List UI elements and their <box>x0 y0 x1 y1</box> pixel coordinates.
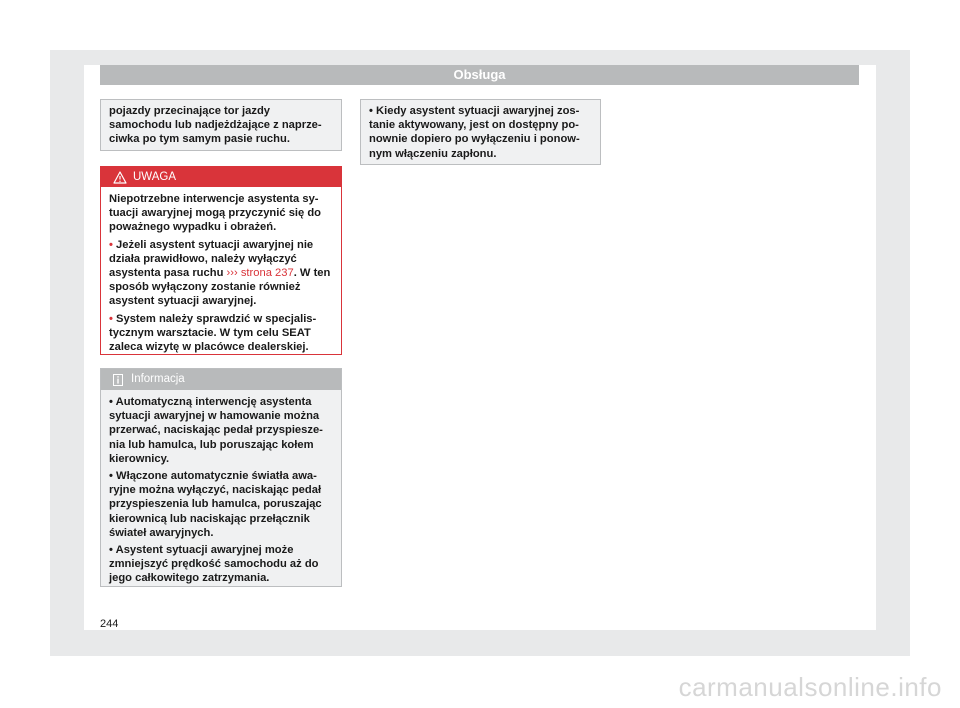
continued-text: pojazdy przecinające tor jazdy samochodu lub nadjeżdżające z naprze-ciwka po tym samym pasie ruchu. <box>109 105 322 146</box>
info-item-text: Asystent sytuacji awaryjnej może zmniejszyć prędkość samochodu aż do jego całkowitego zatrzymania. <box>109 544 319 585</box>
info-item-3 <box>109 543 333 586</box>
warning-intro: Niepotrzebne interwencje asystenta sy-tuacji awaryjnej mogą przyczynić się do poważnego wypadku i obrażeń. <box>109 193 322 234</box>
page-number: 244 <box>100 618 119 630</box>
right-item <box>369 104 592 161</box>
bullet-icon: • <box>109 396 113 408</box>
bullet-icon: • <box>109 544 113 557</box>
warning-title: UWAGA <box>133 171 177 183</box>
bullet-icon: • <box>109 238 113 251</box>
right-info-box <box>360 99 601 165</box>
warning-bullet-1-text-b: . W ten sposób wyłączony zostanie również asystent sytuacji awaryjnej. <box>109 267 331 308</box>
info-icon <box>113 374 123 386</box>
warning-bullet-2 <box>109 312 333 355</box>
right-item-text: Kiedy asystent sytuacji awaryjnej zos-tanie aktywowany, jest on dostępny po-nownie dopiero po wyłączeniu i ponow-nym włączeniu zapłonu. <box>369 105 580 160</box>
info-item-2 <box>109 469 333 540</box>
watermark: carmanualsonline.info <box>678 672 942 702</box>
continued-text-box <box>100 99 342 151</box>
warning-header <box>101 167 341 187</box>
info-body <box>101 390 341 594</box>
info-box <box>100 368 342 587</box>
warning-box <box>100 166 342 355</box>
warning-body <box>101 187 341 362</box>
warning-triangle-icon <box>113 171 127 184</box>
info-header <box>101 369 341 390</box>
info-item-text: Automatyczną interwencję asystenta sytuacji awaryjnej w hamowanie można przerwać, naciskając pedał przyspiesze-nia lub hamulca, lub poruszając kołem kierownicy. <box>109 396 323 465</box>
info-item-1 <box>109 395 333 466</box>
section-title: Obsługa <box>453 67 506 82</box>
info-item-text: Włączone automatycznie światła awa-ryjne można wyłączyć, naciskając pedał przyspieszenia lub hamulca, poruszając kierownicą lub naciskając przełącznik świateł awaryjnych. <box>109 470 322 539</box>
page-reference-link[interactable]: ››› strona 237 <box>226 267 294 280</box>
bullet-icon: • <box>369 105 373 117</box>
warning-bullet-2-text: System należy sprawdzić w specjalis-tycznym warsztacie. W tym celu SEAT zaleca wizytę w placówce dealerskiej. <box>109 312 317 354</box>
bullet-icon: • <box>109 312 113 325</box>
warning-bullet-1 <box>109 238 333 309</box>
warning-bullet-1-text-a: Jeżeli asystent sytuacji awaryjnej nie działa prawidłowo, należy wyłączyć asystenta pasa ruchu <box>109 238 314 280</box>
bullet-icon: • <box>109 470 113 483</box>
section-header <box>100 65 859 85</box>
info-title: Informacja <box>131 373 185 386</box>
